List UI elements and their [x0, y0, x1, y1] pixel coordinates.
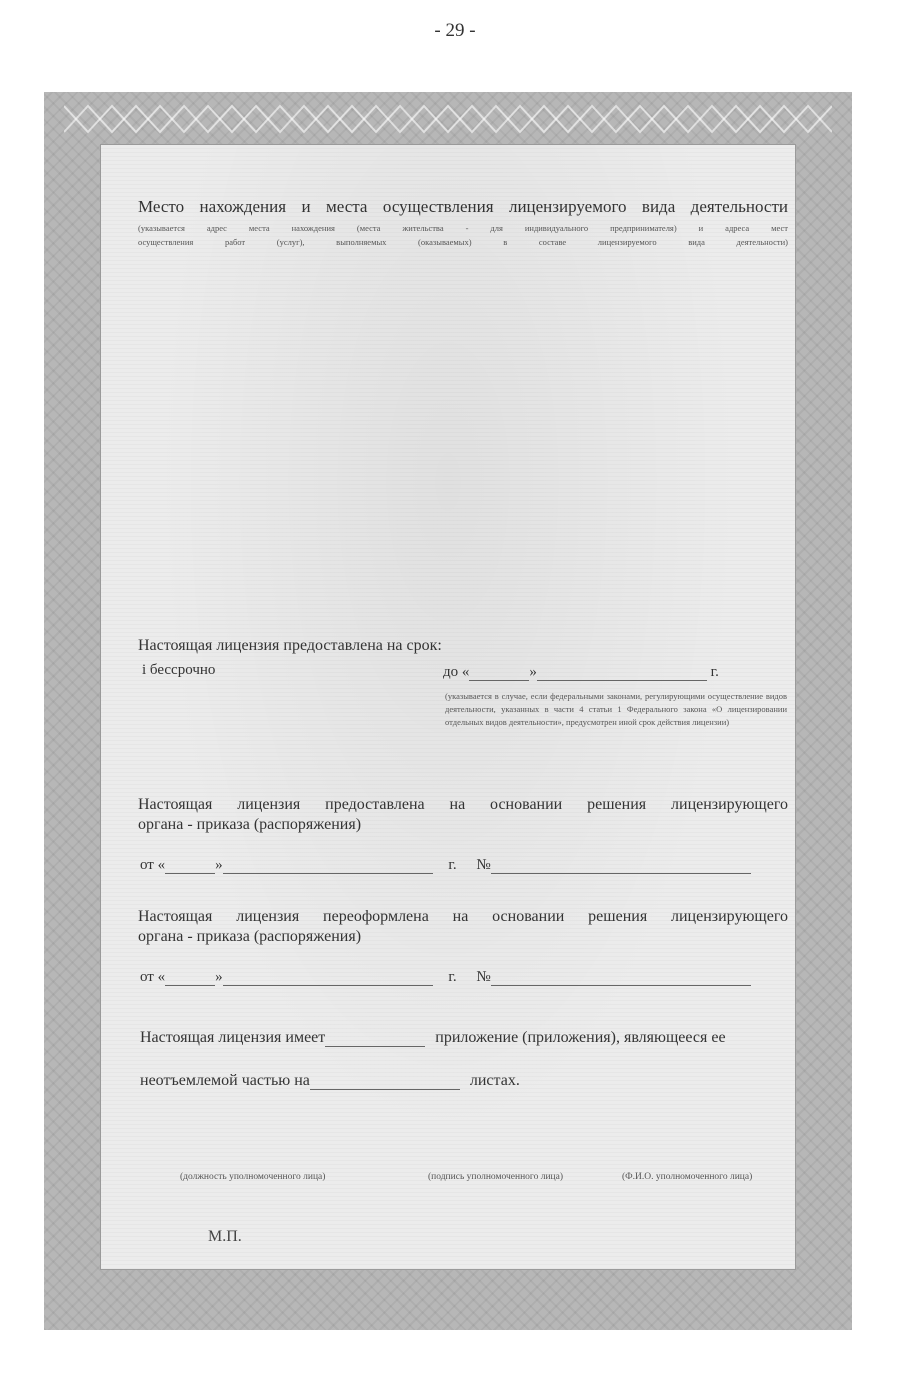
term-note: (указывается в случае, если федеральными законами, регулирующими осуществление видов деятельности, указанных в части 4 статьи 1 Федерального закона «О лицензировании отдельных видов деятельности», предусмотрен иной срок действия лицензии): [445, 691, 787, 727]
signature-sign-label: (подпись уполномоченного лица): [428, 1172, 564, 1182]
granted-date-row: от « » г. №: [140, 857, 751, 874]
granted-text-1: Настоящая лицензия предоставлена на основании решения лицензирующего: [138, 796, 788, 813]
reissued-date-row: от « » г. №: [140, 969, 751, 986]
reissued-text-2: органа - приказа (распоряжения): [138, 928, 362, 945]
appendix-line-1: Настоящая лицензия имеет приложение (приложения), являющееся ее: [140, 1029, 726, 1046]
term-until-row: до « » г.: [443, 664, 719, 680]
signature-position-label: (должность уполномоченного лица): [180, 1172, 326, 1182]
signature-name-label: (Ф.И.О. уполномоченного лица): [622, 1172, 753, 1182]
frame-ornament-top: [64, 102, 832, 136]
granted-text-2: органа - приказа (распоряжения): [138, 816, 362, 833]
term-checkbox-label: і бессрочно: [142, 662, 216, 678]
appendix-line-2: неотъемлемой частью на листах.: [140, 1072, 520, 1089]
reissued-text-1: Настоящая лицензия переоформлена на основании решения лицензирующего: [138, 908, 788, 925]
granted-block: [138, 795, 788, 835]
section-location-title: Место нахождения и места осуществления лицензируемого вида деятельности: [138, 197, 788, 216]
term-heading: Настоящая лицензия предоставлена на срок:: [138, 637, 442, 654]
reissued-block: [138, 907, 788, 947]
page-number: - 29 -: [434, 20, 476, 41]
section-location: [138, 197, 788, 249]
term-checkbox: і: [142, 662, 150, 678]
section-location-note-1: (указывается адрес места нахождения (места жительства - для индивидуального предпринимателя) и адреса мест: [138, 223, 788, 233]
stamp-label: М.П.: [208, 1228, 242, 1245]
section-location-note-2: осуществления работ (услуг), выполняемых (оказываемых) в составе лицензируемого вида деятельности): [138, 237, 788, 247]
